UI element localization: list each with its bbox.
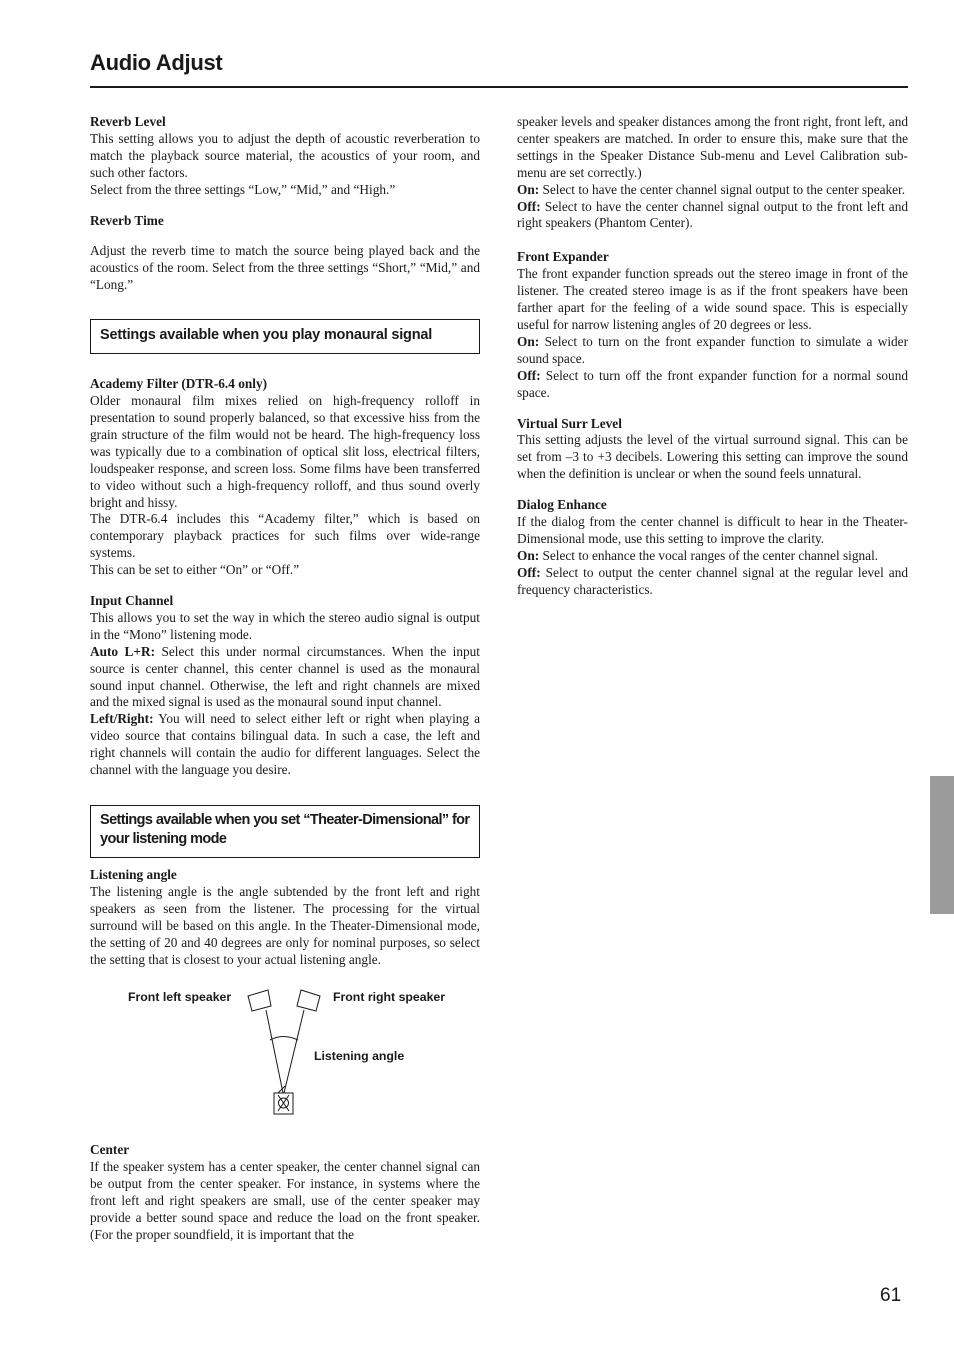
academy-filter-body2: The DTR-6.4 includes this “Academy filter,” which is based on contemporary playback practices for such films over wide-range systems. [90,511,480,561]
option-label: Off: [517,367,541,383]
right-column [517,114,908,613]
reverb-time-heading: Reverb Time [90,212,164,228]
option-dialog-off [517,565,908,599]
theater-settings-box: Settings available when you set “Theater-Dimensional” for your listening mode [90,805,480,858]
section-listening-angle [90,867,480,968]
option-label: Off: [517,564,541,580]
front-left-speaker-label: Front left speaker [128,990,232,1005]
mono-settings-box: Settings available when you play monaural signal [90,319,480,354]
academy-filter-body: Older monaural film mixes relied on high-frequency rolloff in presentation to sound properly balanced, so that excessive hiss from the grain structure of the film would not be heard. The high-frequency loss was typically due to a combination of optical slit loss, electrical filters, loudspeaker response, and screen loss. Some films have been transferred to video without such a high-frequency rolloff, and thus sound overly bright and hissy. [90,393,480,510]
option-text: Select this under normal circumstances. When the input source is center channel, this center channel is used as the monaural sound input channel. Otherwise, the left and right channels are mixed and the mixed signal is used as the monaural sound input channel. [90,643,481,710]
section-tab-marker [930,776,954,914]
section-input-channel [90,593,480,779]
sightline-left [266,1010,283,1093]
option-auto-lr [90,644,480,712]
angle-arc [270,1037,298,1041]
option-text: Select to have the center channel signal output to the center speaker. [542,181,906,197]
option-text: Select to turn off the front expander function for a normal sound space. [517,367,908,400]
option-center-off [517,199,908,233]
section-dialog-enhance [517,497,908,598]
virtual-surr-heading: Virtual Surr Level [517,415,622,431]
center-continued-body: speaker levels and speaker distances among the front right, front left, and center speakers are matched. In order to ensure this, make sure that the settings in the Speaker Distance Sub-menu and Level Calibration sub-menu are set correctly.) [517,114,908,180]
page-title: Audio Adjust [90,50,223,75]
option-label: On: [517,181,540,197]
option-label: Left/Right: [90,711,154,727]
reverb-time-body: Adjust the reverb time to match the source being played back and the acoustics of the room. Select from the three settings “Short,” “Mid,” and “Long.” [90,243,480,293]
sightline-right [284,1010,304,1093]
option-label: On: [517,547,540,563]
option-text: Select to have the center channel signal output to the front left and right speakers (Phantom Center). [517,198,909,231]
section-virtual-surr-level [517,416,908,484]
section-reverb-time [90,213,480,295]
option-expander-on [517,334,908,368]
listening-angle-diagram [90,982,480,1132]
center-body: If the speaker system has a center speaker, the center channel signal can be output from the center speaker. For instance, in systems where the front left and right speakers are small, use of the center speaker may provide a better sound space and reduce the load on the front speaker. (For the proper soundfield, it is important that the [90,1159,480,1242]
listening-angle-body: The listening angle is the angle subtended by the front left and right speakers as seen from the listener. The processing for the virtual surround will be based on this angle. In the Theater-Dimensional mode, the setting of 20 and 40 degrees are only for nominal purposes, so select the setting that is closest to your actual listening angle. [90,883,480,967]
listening-angle-label: Listening angle [314,1049,405,1064]
option-expander-off [517,368,908,402]
option-text: Select to enhance the vocal ranges of the center channel signal. [542,547,879,563]
dialog-enhance-heading: Dialog Enhance [517,497,607,513]
reverb-level-body2: Select from the three settings “Low,” “Mid,” and “High.” [90,181,396,197]
section-center [90,1142,480,1243]
speaker-icon [297,990,320,1011]
academy-filter-body3: This can be set to either “On” or “Off.” [90,562,300,578]
academy-filter-heading: Academy Filter (DTR-6.4 only) [90,376,268,392]
option-text: You will need to select either left or right when playing a video source that contains bilingual data. In such a case, the left and right channels will contain the audio for different languages. Select the channel with the language you desire. [90,711,480,778]
section-front-expander [517,249,908,401]
dialog-enhance-body: If the dialog from the center channel is difficult to hear in the Theater-Dimensional mode, use this setting to improve the clarity. [517,514,908,546]
section-center-continued [517,114,908,232]
section-academy-filter [90,376,480,579]
option-label: Auto L+R: [90,643,156,659]
virtual-surr-body: This setting adjusts the level of the virtual surround signal. This can be set from –3 to +3 decibels. Lowering this setting can improve the sound when the definition is unclear or when the sound feels unnatural. [517,432,908,482]
reverb-level-heading: Reverb Level [90,114,166,129]
front-right-speaker-label: Front right speaker [333,990,446,1005]
center-heading: Center [90,1142,130,1158]
option-text: Select to output the center channel signal at the regular level and frequency characteristics. [517,564,908,597]
listening-angle-heading: Listening angle [90,867,177,882]
page-number: 61 [880,1285,902,1306]
speaker-icon [248,990,271,1011]
reverb-level-body: This setting allows you to adjust the depth of acoustic reverberation to match the playback source material, the acoustics of your room, and such other factors. [90,130,480,180]
title-rule [90,86,908,88]
option-label: Off: [517,198,541,214]
option-dialog-on [517,548,908,565]
front-expander-heading: Front Expander [517,249,609,265]
option-label: On: [517,333,540,349]
input-channel-heading: Input Channel [90,593,174,609]
section-reverb-level [90,114,480,199]
input-channel-body: This allows you to set the way in which the stereo audio signal is output in the “Mono” listening mode. [90,609,480,642]
option-left-right [90,711,480,779]
option-text: Select to turn on the front expander function to simulate a wider sound space. [517,333,908,366]
front-expander-body: The front expander function spreads out the stereo image in front of the listener. The created stereo image is as if the front speakers have been farther apart for the feeling of a wide sound space. This is especially useful for narrow listening angles of 20 degrees or less. [517,266,908,332]
option-center-on [517,182,908,199]
left-column [90,114,480,1258]
